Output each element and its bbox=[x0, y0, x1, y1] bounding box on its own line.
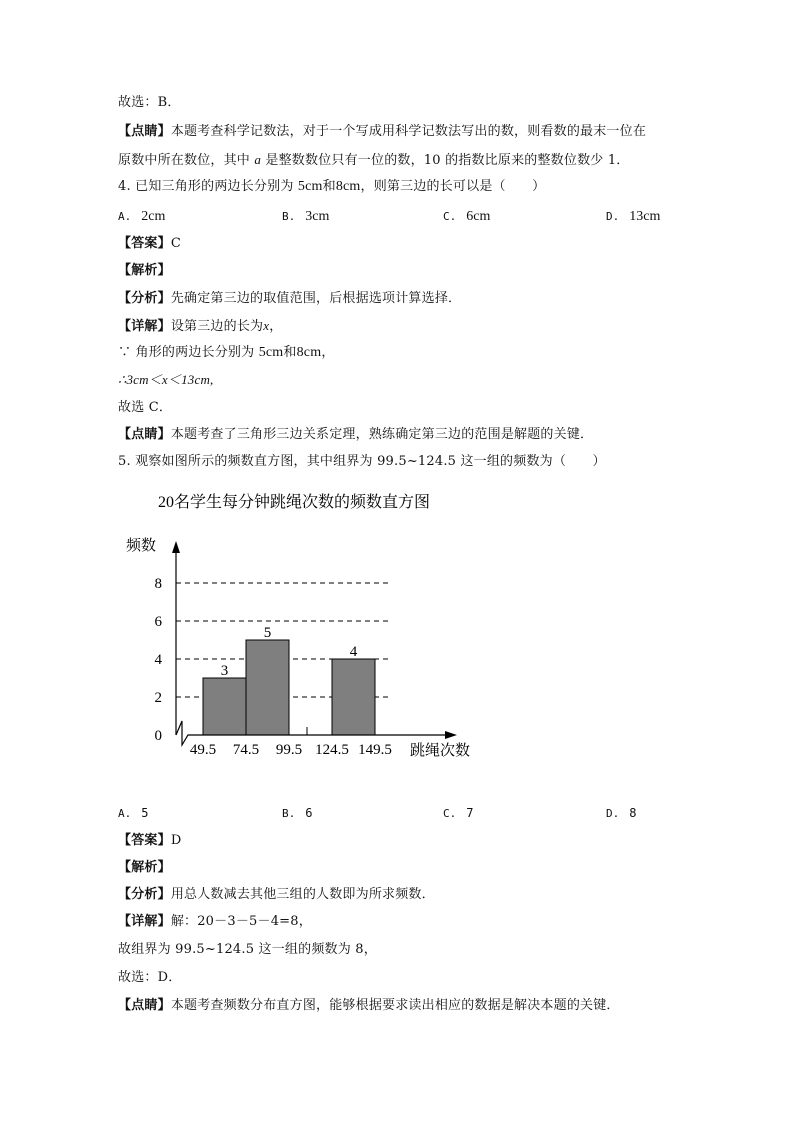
q4-jiexi: 【解析】 bbox=[118, 263, 171, 278]
q4-option-d bbox=[606, 208, 660, 225]
xiangjie-tag: 【详解】 bbox=[118, 914, 171, 929]
because-v2: 8cm bbox=[296, 345, 322, 360]
q4-fenxi bbox=[118, 291, 461, 307]
fenxi-text: 用总人数减去其他三组的人数即为所求频数． bbox=[170, 887, 435, 902]
dianjing-tag: 【点睛】 bbox=[118, 124, 171, 139]
q4-stem-v1: 5cm bbox=[297, 179, 323, 194]
q3-dianjing-line-2 bbox=[118, 152, 629, 169]
option-letter: A. bbox=[118, 807, 132, 820]
bar-label-2: 5 bbox=[263, 625, 272, 641]
xiangjie-text-a: 设第三边的长为 bbox=[170, 319, 264, 334]
x-tick-2: 99.5 bbox=[275, 742, 303, 758]
q4-stem-b: ，则第三边的长可以是（ ） bbox=[360, 179, 546, 194]
y-axis-arrow bbox=[172, 541, 180, 553]
fenxi-text: 先确定第三边的取值范围，后根据选项计算选择． bbox=[170, 291, 462, 306]
chart-title: 20名学生每分钟跳绳次数的频数直方图 bbox=[158, 494, 431, 511]
y-tick-2: 2 bbox=[154, 690, 162, 706]
dianjing-tag: 【点睛】 bbox=[118, 427, 171, 442]
q4-stem bbox=[118, 179, 545, 195]
xiangjie-text: 解：20－3－5－4=8， bbox=[170, 914, 312, 929]
option-letter: D. bbox=[606, 807, 620, 820]
y-tick-4: 4 bbox=[154, 652, 162, 668]
q4-stem-and: 和 bbox=[322, 179, 336, 194]
option-letter: D. bbox=[606, 210, 620, 223]
q4-stem-v2: 8cm bbox=[335, 179, 361, 194]
q5-xiangjie bbox=[118, 914, 312, 930]
dianjing-tag: 【点睛】 bbox=[118, 998, 171, 1013]
option-letter: B. bbox=[282, 210, 296, 223]
q4-therefore: ∴3cm＜x＜13cm, bbox=[118, 372, 214, 387]
answer-value: D bbox=[170, 833, 182, 848]
answer-value: C bbox=[170, 236, 181, 251]
option-value: 6 bbox=[305, 806, 313, 820]
xiangjie-text-b: ， bbox=[269, 319, 283, 334]
y-tick-0: 0 bbox=[154, 728, 162, 744]
q3-dianjing-text-1: 本题考查科学记数法，对于一个写成用科学记数法写出的数，则看数的最末一位在 bbox=[170, 124, 647, 139]
bar-4 bbox=[332, 659, 375, 735]
histogram-chart bbox=[118, 485, 498, 775]
option-value: 13cm bbox=[629, 209, 661, 224]
xiangjie-tag: 【详解】 bbox=[118, 319, 171, 334]
q4-option-a bbox=[118, 208, 165, 225]
q5-stem: 5. 观察如图所示的频数直方图，其中组界为 99.5~124.5 这一组的频数为（ ） bbox=[118, 454, 606, 469]
q5-option-a bbox=[118, 805, 148, 822]
bars-group bbox=[203, 625, 375, 735]
option-letter: C. bbox=[443, 807, 457, 820]
option-value: 6cm bbox=[466, 209, 491, 224]
q4-answer bbox=[118, 236, 181, 252]
x-tick-4: 149.5 bbox=[358, 742, 392, 758]
because-text-b: ， bbox=[321, 345, 335, 360]
q4-dianjing bbox=[118, 427, 593, 443]
xiangjie-var: x bbox=[263, 318, 270, 333]
q5-dianjing bbox=[118, 998, 620, 1014]
y-tick-6: 6 bbox=[154, 614, 162, 630]
q3-dianjing-var: a bbox=[254, 152, 262, 167]
answer-tag: 【答案】 bbox=[118, 236, 171, 251]
option-value: 7 bbox=[466, 806, 474, 820]
option-value: 8 bbox=[629, 806, 637, 820]
because-and: 和 bbox=[283, 345, 297, 360]
q4-option-c bbox=[443, 208, 490, 225]
x-tick-1: 74.5 bbox=[232, 742, 260, 758]
q5-fenxi bbox=[118, 887, 435, 903]
answer-tag: 【答案】 bbox=[118, 833, 171, 848]
q3-dianjing-text-2b: 是整数数位只有一位的数，10 的指数比原来的整数位数少 1． bbox=[265, 153, 630, 168]
q3-dianjing-line-1 bbox=[118, 124, 646, 140]
option-letter: C. bbox=[443, 210, 457, 223]
q5-answer bbox=[118, 833, 181, 849]
x-tick-3: 124.5 bbox=[315, 742, 349, 758]
q3-dianjing-text-2a: 原数中所在数位，其中 bbox=[118, 153, 251, 168]
x-axis-arrow bbox=[445, 731, 457, 739]
q5-jiexi: 【解析】 bbox=[118, 860, 171, 875]
q4-because bbox=[118, 345, 335, 361]
y-tick-8: 8 bbox=[154, 576, 162, 592]
dianjing-text: 本题考查了三角形三边关系定理，熟练确定第三边的范围是解题的关键． bbox=[170, 427, 594, 442]
fenxi-tag: 【分析】 bbox=[118, 291, 171, 306]
q4-option-b bbox=[282, 208, 329, 225]
option-letter: A. bbox=[118, 210, 132, 223]
dianjing-text: 本题考查频数分布直方图，能够根据要求读出相应的数据是解决本题的关键． bbox=[170, 998, 620, 1013]
q5-result: 故组界为 99.5~124.5 这一组的频数为 8， bbox=[118, 942, 377, 957]
q4-answer-line: 故选 C． bbox=[118, 400, 173, 415]
bar-label-1: 3 bbox=[220, 663, 229, 679]
because-text-a: ∵ 角形的两边长分别为 bbox=[118, 345, 255, 360]
bar-2 bbox=[246, 640, 289, 735]
option-value: 5 bbox=[141, 806, 149, 820]
q4-stem-a: 4. 已知三角形的两边长分别为 bbox=[118, 179, 294, 194]
q3-answer-line: 故选：B． bbox=[118, 95, 181, 110]
x-tick-0: 49.5 bbox=[189, 742, 217, 758]
option-value: 2cm bbox=[141, 209, 166, 224]
x-axis-label: 跳绳次数 bbox=[410, 743, 471, 759]
option-value: 3cm bbox=[305, 209, 330, 224]
q5-answer-line: 故选：D． bbox=[118, 970, 182, 985]
because-v1: 5cm bbox=[258, 345, 284, 360]
q5-option-d bbox=[606, 805, 636, 822]
bar-label-4: 4 bbox=[349, 644, 358, 660]
q4-xiangjie bbox=[118, 318, 282, 335]
q5-option-b bbox=[282, 805, 312, 822]
bar-1 bbox=[203, 678, 246, 735]
q5-option-c bbox=[443, 805, 473, 822]
option-letter: B. bbox=[282, 807, 296, 820]
fenxi-tag: 【分析】 bbox=[118, 887, 171, 902]
y-axis-label: 频数 bbox=[126, 538, 157, 554]
